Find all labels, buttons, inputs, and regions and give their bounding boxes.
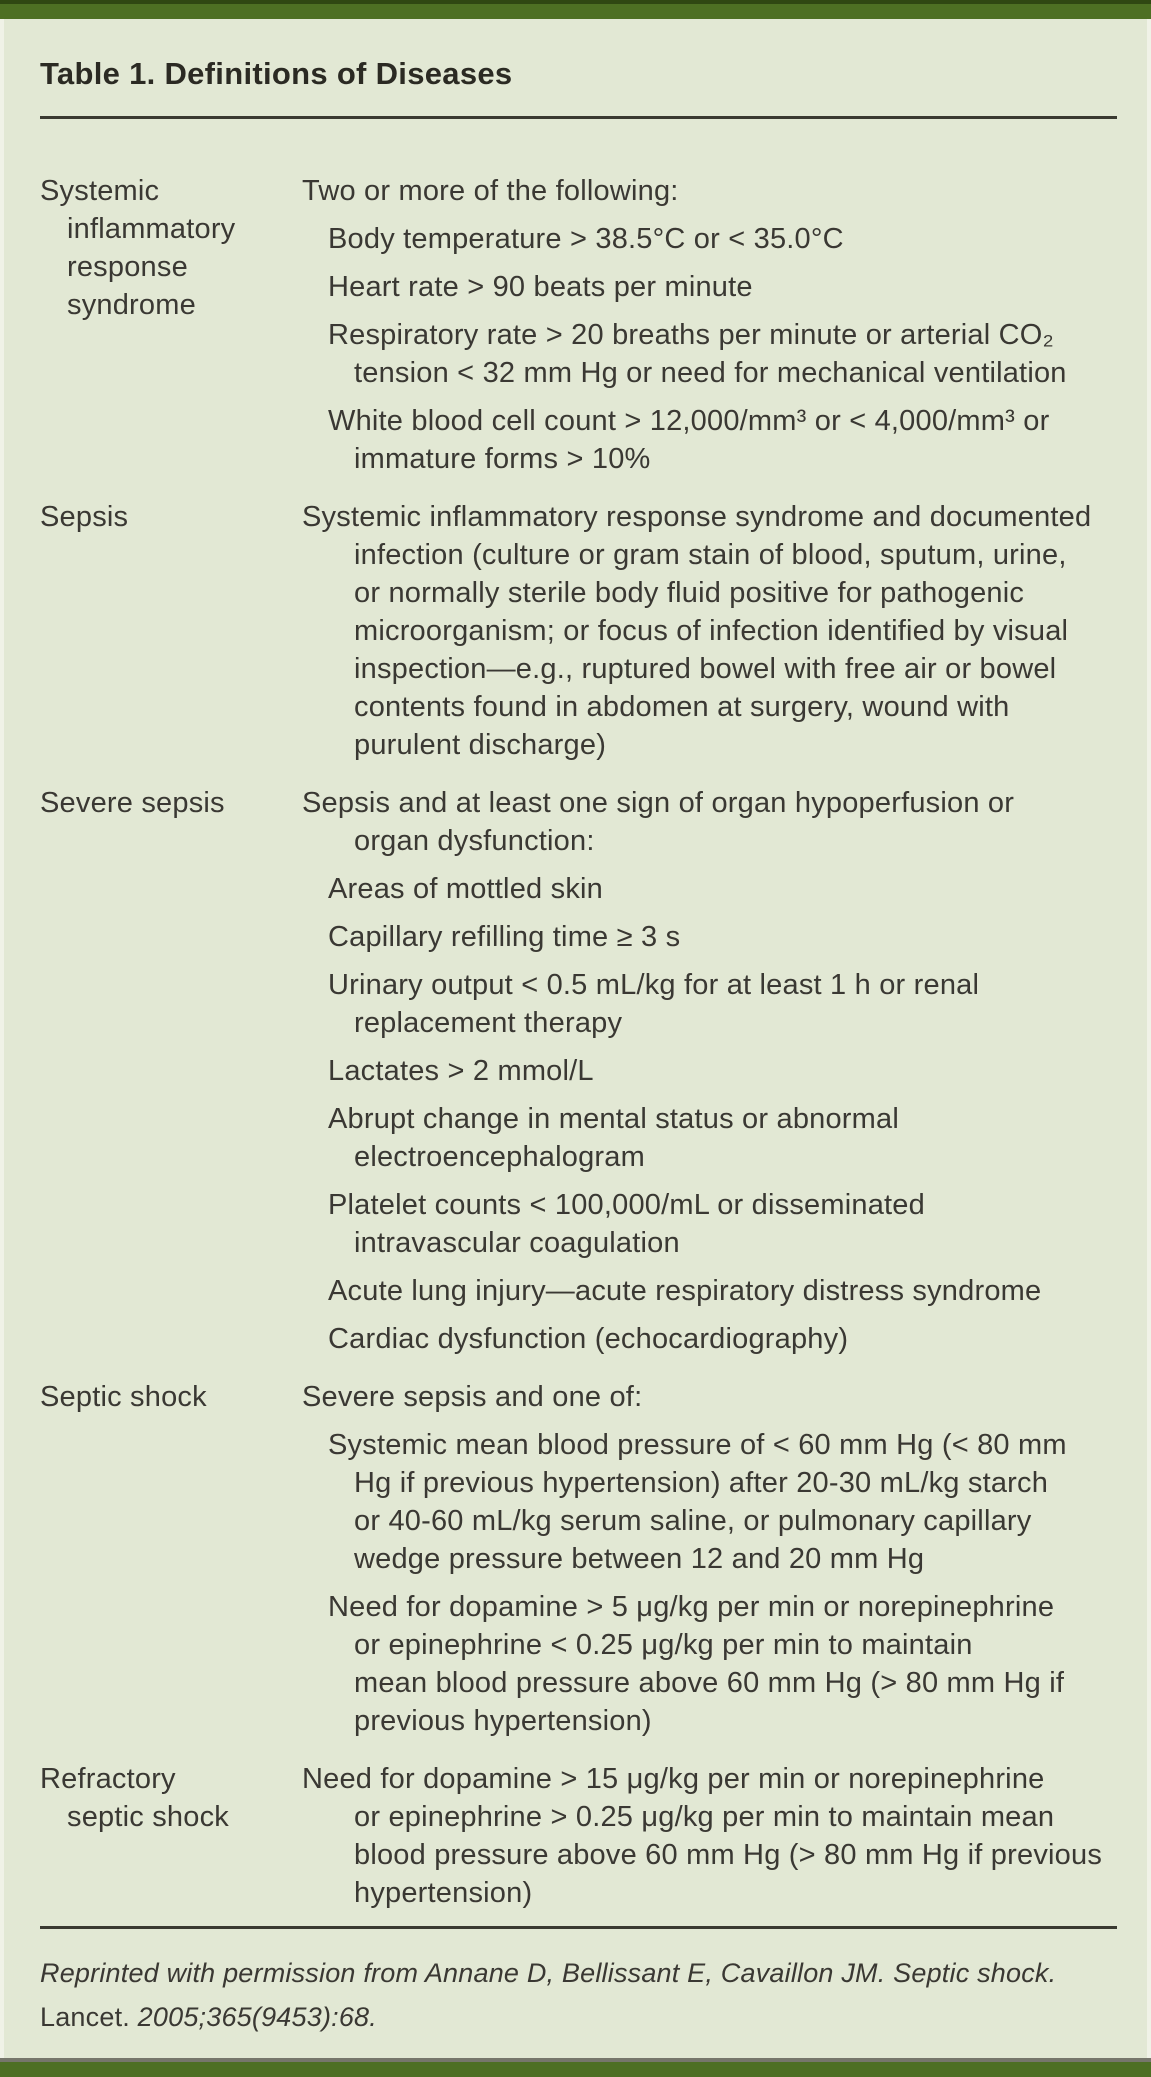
definition-item [302,966,1117,1042]
citation-line-1: Reprinted with permission from Annane D, Bellissant E, Cavaillon JM. Septic shock. [40,1958,1057,1988]
definition-line: Urinary output < 0.5 mL/kg for at least 1 h or renal [328,969,980,1001]
definition-item [302,220,1117,258]
term-line: Systemic [40,175,160,207]
definition-line: tension < 32 mm Hg or need for mechanical ventilation [354,357,1067,389]
definition-line: Heart rate > 90 beats per minute [328,271,753,303]
definition-line: electroencephalogram [354,1141,645,1173]
definition-item [302,1426,1117,1578]
definition-item [302,1320,1117,1358]
title-rule [40,116,1117,119]
definition-intro [302,172,1117,210]
term-cell [40,1378,302,1740]
definition-line: Body temperature > 38.5°C or < 35.0°C [328,223,844,255]
definition-line: Respiratory rate > 20 breaths per minute or arterial CO₂ [328,319,1055,351]
definition-line: Sepsis and at least one sign of organ hypoperfusion or [302,787,1015,819]
table-panel [4,19,1147,2058]
term-cell [40,1760,302,1912]
definition-line: mean blood pressure above 60 mm Hg (> 80 mm Hg if [354,1667,1065,1699]
definition-item [302,1588,1117,1740]
table-row-sepsis [40,498,1117,764]
definition-line: replacement therapy [354,1007,623,1039]
table-row-septic-shock [40,1378,1117,1740]
term-line: Septic shock [40,1381,207,1413]
table-title: Table 1. Definitions of Diseases [40,56,513,91]
definition-item [302,1100,1117,1176]
definition-line: contents found in abdomen at surgery, wound with [354,691,1010,723]
citation-line-2 [40,1995,1117,2039]
definition-line: purulent discharge) [354,729,607,761]
definition-cell [302,1378,1117,1740]
term-line: Refractory [40,1763,176,1795]
definition-line: Cardiac dysfunction (echocardiography) [328,1323,849,1355]
definition-line: Lactates > 2 mmol/L [328,1055,594,1087]
term-cell [40,172,302,478]
definition-intro [302,784,1117,860]
definition-intro [302,1378,1117,1416]
definition-line: organ dysfunction: [354,825,595,857]
definition-item [302,316,1117,392]
definition-line: White blood cell count > 12,000/mm³ or < 4,000/mm³ or [328,405,1050,437]
definition-line: Acute lung injury—acute respiratory distress syndrome [328,1275,1042,1307]
definition-line: intravascular coagulation [354,1227,680,1259]
definitions-table [40,172,1117,1912]
definition-line: Systemic mean blood pressure of < 60 mm Hg (< 80 mm [328,1429,1067,1461]
spacer [40,2039,1117,2058]
definition-item [302,1272,1117,1310]
term-line: Severe sepsis [40,787,225,819]
definition-item [302,1052,1117,1090]
definition-paragraph [302,498,1117,764]
top-accent-bar [0,0,1151,19]
definition-line: immature forms > 10% [354,443,651,475]
definition-line: or normally sterile body fluid positive for pathogenic [354,577,1025,609]
footer-rule [40,1926,1117,1929]
definition-line: Abrupt change in mental status or abnormal [328,1103,899,1135]
bottom-accent-bar [0,2058,1151,2077]
definition-line: blood pressure above 60 mm Hg (> 80 mm Hg if previous [354,1839,1103,1871]
term-line: septic shock [67,1801,229,1833]
definition-line: previous hypertension) [354,1705,652,1737]
definition-line: or epinephrine > 0.25 μg/kg per min to maintain mean [354,1801,1055,1833]
journal-name: Lancet. [40,2002,130,2032]
term-cell [40,784,302,1358]
definition-line: Need for dopamine > 15 μg/kg per min or norepinephrine [302,1763,1045,1795]
definition-cell [302,172,1117,478]
definition-line: inspection—e.g., ruptured bowel with free air or bowel [354,653,1057,685]
citation-detail: 2005;365(9453):68. [137,2002,377,2032]
table-row-refractory-septic-shock [40,1760,1117,1912]
definition-line: Areas of mottled skin [328,873,603,905]
definition-line: Two or more of the following: [302,175,679,207]
definition-line: wedge pressure between 12 and 20 mm Hg [354,1543,925,1575]
definition-line: microorganism; or focus of infection identified by visual [354,615,1069,647]
definition-line: Need for dopamine > 5 μg/kg per min or norepinephrine [328,1591,1055,1623]
definition-line: infection (culture or gram stain of blood, sputum, urine, [354,539,1067,571]
definition-item [302,402,1117,478]
definition-line: Hg if previous hypertension) after 20-30 mL/kg starch [354,1467,1049,1499]
definition-line: Capillary refilling time ≥ 3 s [328,921,681,953]
term-line: inflammatory [67,213,236,245]
definition-line: or 40-60 mL/kg serum saline, or pulmonary capillary [354,1505,1032,1537]
table-row-severe-sepsis [40,784,1117,1358]
definition-cell [302,784,1117,1358]
definition-line: Platelet counts < 100,000/mL or disseminated [328,1189,925,1221]
definition-line: or epinephrine < 0.25 μg/kg per min to maintain [354,1629,973,1661]
term-line: syndrome [67,289,196,321]
source-citation [40,1951,1117,2039]
definition-cell [302,1760,1117,1912]
definition-item [302,1186,1117,1262]
definition-paragraph [302,1760,1117,1912]
definition-line: hypertension) [354,1877,533,1909]
definition-item [302,918,1117,956]
term-line: Sepsis [40,501,129,533]
definition-line: Systemic inflammatory response syndrome and documented [302,501,1092,533]
term-cell [40,498,302,764]
definition-item [302,870,1117,908]
table-row-sirs [40,172,1117,478]
definition-cell [302,498,1117,764]
definition-line: Severe sepsis and one of: [302,1381,643,1413]
term-line: response [67,251,188,283]
definition-item [302,268,1117,306]
